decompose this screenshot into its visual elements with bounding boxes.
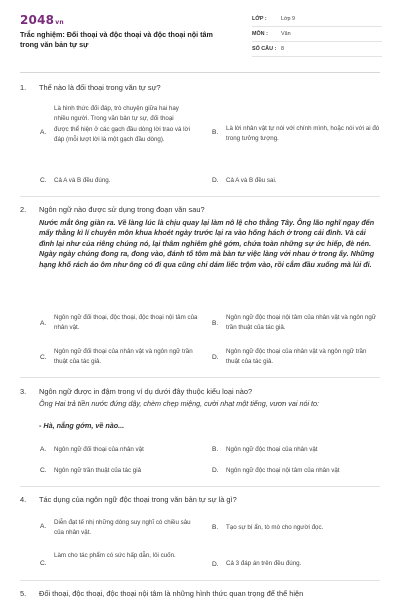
option-letter[interactable]: B.	[212, 129, 219, 136]
option-letter[interactable]: D.	[212, 354, 219, 361]
meta-value: Văn	[281, 31, 291, 37]
option-letter[interactable]: C.	[40, 560, 47, 567]
question-text: Tác dụng của ngôn ngữ độc thoại trong văn bản tự sự là gì?	[39, 495, 237, 504]
meta-value: 8	[281, 46, 284, 52]
option-letter[interactable]: D.	[212, 561, 219, 568]
question-number: 3.	[20, 387, 27, 396]
option-text[interactable]: Là hình thức đối đáp, trò chuyện giữa hai hay nhiều người. Trong văn bản tự sự, đối thoại được thể hiện ở các gạch đầu dòng lời trao và lời đáp (mỗi lượt lời là một gạch đầu dòng).	[54, 105, 190, 143]
meta-key: LỚP :	[252, 16, 267, 22]
option-letter[interactable]: A.	[40, 446, 47, 453]
option-text[interactable]: Làm cho tác phẩm có sức hấp dẫn, lôi cuốn.	[54, 552, 176, 559]
meta-key: MÔN :	[252, 31, 268, 37]
logo-text: 2048	[20, 13, 55, 27]
option-letter[interactable]: A.	[40, 523, 47, 530]
option-text[interactable]: Ngôn ngữ độc thoại nội tâm của nhân vật	[226, 467, 340, 474]
question-number: 1.	[20, 83, 27, 92]
question-text: Đối thoại, độc thoại, độc thoại nội tâm là những hình thức quan trọng để thể hiện	[39, 589, 304, 598]
option-letter[interactable]: A.	[40, 129, 47, 136]
option-letter[interactable]: D.	[212, 177, 219, 184]
question-divider	[20, 486, 380, 487]
option-letter[interactable]: B.	[212, 446, 219, 453]
question-text: Ngôn ngữ được in đậm trong ví dụ dưới đây thuộc kiểu loại nào?	[39, 387, 253, 396]
option-text[interactable]: Cả A và B đều sai.	[226, 177, 277, 184]
option-text[interactable]: Ngôn ngữ trần thuật của tác giả	[54, 467, 142, 474]
question-number: 4.	[20, 495, 27, 504]
option-letter[interactable]: A.	[40, 320, 47, 327]
option-text[interactable]: Tạo sự bí ẩn, tò mò cho người đọc.	[226, 524, 324, 531]
question-number: 2.	[20, 205, 27, 214]
quoted-passage: Nước mắt ông giàn ra. Về làng lúc là chịu quay lại làm nô lệ cho thằng Tây. Ông lão nghĩ ngay đến mấy thằng kì lí chuyên môn khua khoét ngày trước lại ra vào hống hách ở trong cái đình. Và cái đình lại như của riêng chúng nó, lại thâm nghiêm ghê gớm, chứa toàn những sự ức hiếp, đè nén. Ngày ngày chúng đong ra, đong vào, đánh tổ tôm mà bàn tư việc làng với nhau ở trong ấy. Những hạng khố rách áo ôm như ông có đi qua cũng chỉ dám liếc trộm vào, rồi cắm đầu xuống mà lủi đi.	[39, 218, 375, 269]
question-text: Ngôn ngữ nào được sử dụng trong đoạn văn sau?	[39, 205, 205, 214]
option-text[interactable]: Là lời nhân vật tự nói với chính mình, hoặc nói với ai đó trong tưởng tượng.	[226, 125, 380, 143]
question-divider	[20, 580, 380, 581]
option-letter[interactable]: B.	[212, 320, 219, 327]
question-text: Thế nào là đối thoại trong văn tự sự?	[39, 83, 161, 92]
option-text[interactable]: Ngôn ngữ độc thoại của nhân vật	[226, 446, 318, 453]
question-number: 5.	[20, 589, 27, 598]
question-divider	[20, 196, 380, 197]
option-letter[interactable]: C.	[40, 177, 47, 184]
option-text[interactable]: Ngôn ngữ độc thoại của nhân vật và ngôn ngữ trần thuật của tác giả.	[226, 348, 367, 366]
option-letter[interactable]: D.	[212, 467, 219, 474]
page-title: Trắc nghiệm: Đối thoại và độc thoại và độc thoại nội tâm trong văn bản tự sự	[20, 30, 213, 49]
meta-key: SỐ CÂU :	[252, 46, 277, 52]
option-text[interactable]: Ngôn ngữ đối thoại của nhân vật và ngôn ngữ trần thuật của tác giả.	[54, 348, 193, 366]
option-letter[interactable]: B.	[212, 524, 219, 531]
question-divider	[20, 377, 380, 378]
meta-value: Lớp 9	[281, 16, 296, 22]
option-text[interactable]: Ngôn ngữ đối thoại của nhân vật	[54, 446, 144, 453]
option-text[interactable]: Cả A và B đều đúng.	[54, 177, 111, 184]
option-text[interactable]: Diễn đạt tế nhị những dòng suy nghĩ có chiều sâu của nhân vật.	[54, 519, 191, 537]
quoted-passage: Ông Hai trả tiền nước đứng dậy, chèm chẹp miệng, cười nhạt một tiếng, vươn vai nói to:	[39, 399, 320, 408]
option-letter[interactable]: C.	[40, 354, 47, 361]
bold-quote: - Hà, nắng gớm, về nào...	[39, 421, 125, 430]
option-text[interactable]: Ngôn ngữ đối thoại, độc thoại, độc thoại nội tâm của nhân vật.	[54, 314, 198, 332]
option-text[interactable]: Cả 3 đáp án trên đều đúng.	[226, 560, 302, 567]
logo-suffix: vn	[55, 19, 64, 26]
option-text[interactable]: Ngôn ngữ độc thoại nội tâm của nhân vật và ngôn ngữ trần thuật của tác giả.	[226, 314, 377, 332]
option-letter[interactable]: C.	[40, 467, 47, 474]
